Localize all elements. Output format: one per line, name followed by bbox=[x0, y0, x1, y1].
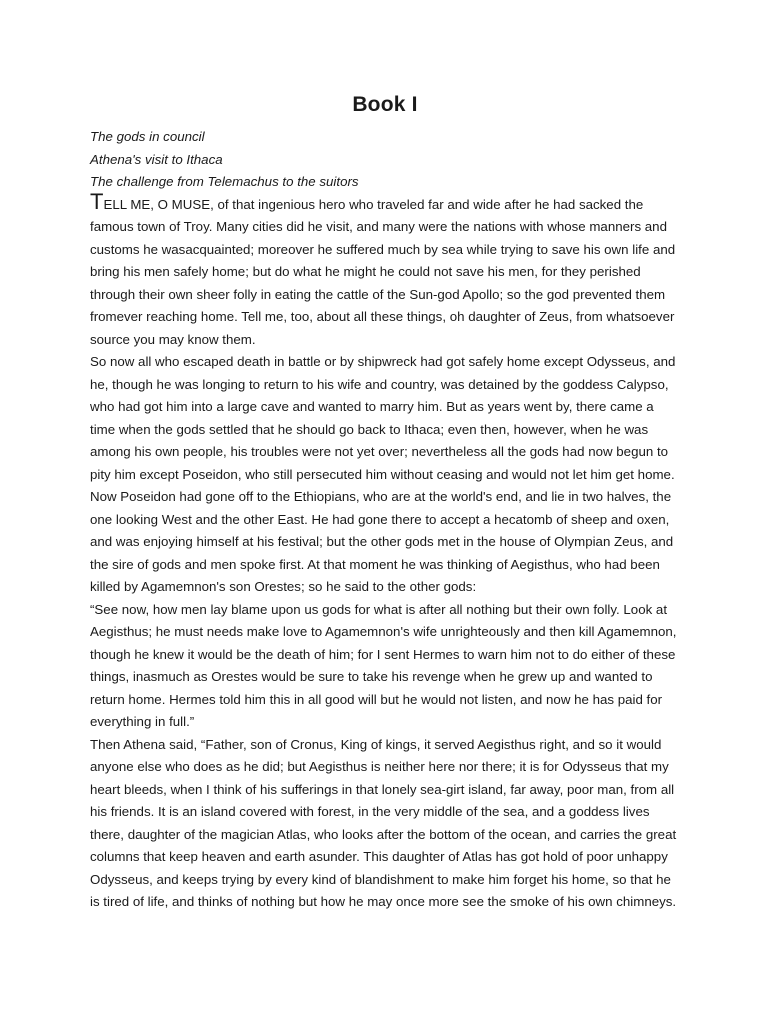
paragraph-3: “See now, how men lay blame upon us gods for what is after all nothing but their own folly. Look at Aegisthus; he must needs make love to Agamemnon's wife unrighteously and then kill Agamemnon, though he knew it would be the death of him; for I sent Hermes to warn him not to do either of these things, inasmuch as Orestes would be sure to take his revenge when he grew up and wanted to return home. Hermes told him this in all good will but he would not listen, and now he has paid for everything in full.” bbox=[90, 601, 677, 729]
summary-line-1: The gods in council bbox=[90, 129, 205, 144]
body-text bbox=[90, 188, 680, 914]
paragraph-4: Then Athena said, “Father, son of Cronus, King of kings, it served Aegisthus right, and so it would anyone else who does as he did; but Aegisthus is neither here nor there; it is for Odysseus that my heart bleeds, when I think of his sufferings in that lonely sea-girt island, far away, poor man, from all his friends. It is an island covered with forest, in the very middle of the sea, and a goddess lives there, daughter of the magician Atlas, who looks after the bottom of the ocean, and carries the great columns that keep heaven and earth asunder. This daughter of Atlas has got hold of poor unhappy Odysseus, and keeps trying by every kind of blandishment to make him forget his home, so that he is tired of life, and thinks of nothing but how he may once more see the smoke of his own chimneys. bbox=[90, 736, 677, 909]
document-page bbox=[90, 88, 680, 914]
summary-line-2: Athena's visit to Ithaca bbox=[90, 151, 223, 167]
paragraph-2: So now all who escaped death in battle or by shipwreck had got safely home except Odysseus, and he, though he was longing to return to his wife and country, was detained by the goddess Calypso, who had got him into a large cave and wanted to marry him. But as years went by, there came a time when the gods settled that he should go back to Ithaca; even then, however, when he was among his own people, his troubles were not yet over; nevertheless all the gods had now begun to pity him except Poseidon, who still persecuted him without ceasing and would not let him get home. Now Poseidon had gone off to the Ethiopians, who are at the world's end, and lie in two halves, the one looking West and the other East. He had gone there to accept a hecatomb of sheep and oxen, and was enjoying himself at his festival; but the other gods met in the house of Olympian Zeus, and the sire of gods and men spoke first. At that moment he was thinking of Aegisthus, who had been killed by Agamemnon's son Orestes; so he said to the other gods: bbox=[90, 354, 676, 594]
drop-cap: T bbox=[90, 188, 104, 214]
chapter-summary bbox=[90, 126, 680, 194]
book-title: Book I bbox=[352, 93, 418, 116]
paragraph-1 bbox=[90, 188, 680, 352]
paragraph-1-text: ELL ME, O MUSE, of that ingenious hero who traveled far and wide after he had sacked the famous town of Troy. Many cities did he visit, and many were the nations with whose manners and customs he wasacquainted; moreover he suffered much by sea while trying to save his own life and bring his men safely home; but do what he might he could not save his men, for they perished through their own sheer folly in eating the cattle of the Sun-god Apollo; so the god prevented them fromever reaching home. Tell me, too, about all these things, oh daughter of Zeus, from whatsoever source you may know them. bbox=[90, 196, 676, 347]
summary-line-3: The challenge from Telemachus to the suitors bbox=[90, 174, 359, 189]
